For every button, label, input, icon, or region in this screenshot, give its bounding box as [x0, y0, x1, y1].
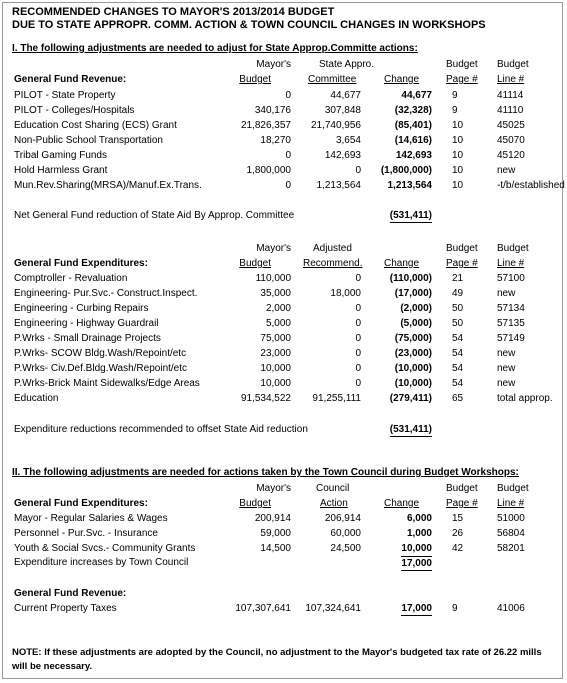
row-label: Hold Harmless Grant [14, 165, 108, 176]
col-change: Change [384, 498, 420, 509]
row-page: 54 [452, 348, 464, 359]
row-page: 54 [452, 378, 464, 389]
row-change: (75,000) [394, 333, 432, 344]
row-committee: 44,677 [330, 90, 361, 101]
row-page: 10 [452, 135, 464, 146]
row-change: (14,616) [394, 135, 432, 146]
row-page: 42 [452, 543, 464, 554]
table-row [0, 179, 567, 192]
row-committee: 142,693 [324, 150, 361, 161]
col-line-top: Budget [497, 243, 529, 254]
row-page: 21 [452, 273, 464, 284]
row-label: Engineering- Pur.Svc.- Construct.Inspect. [14, 288, 198, 299]
row-line: -t/b/established [497, 180, 565, 191]
table-row [0, 287, 567, 300]
row-council-action: 24,500 [330, 543, 361, 554]
row-change: (23,000) [394, 348, 432, 359]
col-line-bottom: Line # [497, 498, 525, 509]
row-label: Mayor - Regular Salaries & Wages [14, 513, 168, 524]
row-page: 9 [452, 105, 458, 116]
council-col-header-top [0, 482, 567, 495]
col-mayor-top: Mayor's [256, 243, 291, 254]
col-page-bottom: Page # [446, 498, 478, 509]
council-expenditure-heading: General Fund Expenditures: [14, 498, 148, 509]
table-row [0, 362, 567, 375]
row-line: 45025 [497, 120, 525, 131]
row-committee: 307,848 [324, 105, 361, 116]
col-page-top: Budget [446, 59, 478, 70]
row-change: 17,000 [401, 603, 432, 614]
row-adjusted: 0 [355, 303, 361, 314]
row-mayor-budget: 35,000 [260, 288, 291, 299]
table-row [0, 104, 567, 117]
table-row [0, 134, 567, 147]
row-change: 10,000 [401, 543, 432, 554]
expenditure-total-value: (531,411) [389, 424, 432, 435]
col-change: Change [384, 74, 420, 85]
expenditure-total-label: Expenditure reductions recommended to offset State Aid reduction [14, 424, 308, 435]
table-row [0, 302, 567, 315]
table-row [0, 317, 567, 330]
revenue-total-label: Net General Fund reduction of State Aid By Approp. Committee [14, 210, 295, 221]
row-adjusted: 0 [355, 273, 361, 284]
row-change: 44,677 [401, 90, 432, 101]
council-col-header-bottom [0, 497, 567, 510]
row-committee: 0 [355, 165, 361, 176]
col-line-bottom: Line # [497, 258, 525, 269]
council-total-value: 17,000 [401, 558, 432, 569]
row-mayor-budget: 91,534,522 [240, 393, 291, 404]
revenue-col-header-top [0, 58, 567, 71]
row-mayor-budget: 75,000 [260, 333, 291, 344]
row-mayor-budget: 107,307,641 [235, 603, 291, 614]
row-change: (2,000) [400, 303, 432, 314]
expenditure-col-header-bottom [0, 257, 567, 270]
row-change: (85,401) [394, 120, 432, 131]
table-row [0, 377, 567, 390]
table-row [0, 347, 567, 360]
col-mayor-bottom: Budget [239, 258, 271, 269]
row-mayor-budget: 340,176 [254, 105, 291, 116]
row-line: new [497, 288, 516, 299]
row-page: 10 [452, 150, 464, 161]
row-line: 45120 [497, 150, 525, 161]
row-adjusted: 0 [355, 333, 361, 344]
section-1-heading: I. The following adjustments are needed to adjust for State Approp.Committe actions: [12, 43, 418, 54]
row-mayor-budget: 1,800,000 [246, 165, 291, 176]
row-adjusted: 91,255,111 [312, 393, 361, 404]
col-line-top: Budget [497, 59, 529, 70]
row-mayor-budget: 110,000 [255, 273, 291, 284]
revenue-heading: General Fund Revenue: [14, 74, 127, 85]
row-council-action: 107,324,641 [305, 603, 361, 614]
row-label: Engineering - Curbing Repairs [14, 303, 149, 314]
row-change: 1,000 [406, 528, 432, 539]
expenditure-heading: General Fund Expenditures: [14, 258, 148, 269]
row-page: 54 [452, 363, 464, 374]
row-label: Engineering - Highway Guardrail [14, 318, 159, 329]
col-mayor-bottom: Budget [239, 498, 271, 509]
row-change: (10,000) [394, 378, 432, 389]
row-change: (32,328) [394, 105, 432, 116]
col-council-bottom: Action [320, 498, 348, 509]
table-row [0, 332, 567, 345]
row-page: 50 [452, 303, 464, 314]
row-change: 6,000 [406, 513, 432, 524]
revenue-col-header-bottom [0, 73, 567, 86]
col-adjusted-top: Adjusted [313, 243, 352, 254]
row-change: (5,000) [400, 318, 432, 329]
col-mayor-top: Mayor's [256, 59, 291, 70]
row-line: total approp. [497, 393, 553, 404]
table-row [0, 149, 567, 162]
row-line: 41006 [497, 603, 525, 614]
row-label: Personnel - Pur.Svc. - Insurance [14, 528, 158, 539]
row-line: 57100 [497, 273, 525, 284]
row-page: 50 [452, 318, 464, 329]
expenditure-total-row [0, 423, 567, 436]
row-label: P.Wrks- Civ.Def.Bldg.Wash/Repoint/etc [14, 363, 188, 374]
row-line: 51000 [497, 513, 525, 524]
row-label: Education Cost Sharing (ECS) Grant [14, 120, 177, 131]
row-page: 10 [452, 120, 464, 131]
table-row [0, 527, 567, 540]
row-label: Education [14, 393, 59, 404]
row-mayor-budget: 21,826,357 [240, 120, 291, 131]
row-line: 56804 [497, 528, 525, 539]
row-mayor-budget: 14,500 [260, 543, 291, 554]
row-mayor-budget: 200,914 [254, 513, 291, 524]
row-line: 58201 [497, 543, 525, 554]
document-title-line-2: DUE TO STATE APPROPR. COMM. ACTION & TOWN COUNCIL CHANGES IN WORKSHOPS [12, 19, 486, 31]
adjustment-note: NOTE: If these adjustments are adopted by the Council, no adjustment to the Mayor's budgeted tax rate of 26.22 mills will be necessary. [12, 647, 542, 672]
row-label: PILOT - Colleges/Hospitals [14, 105, 135, 116]
row-page: 10 [452, 165, 464, 176]
row-line: 57135 [497, 318, 525, 329]
row-mayor-budget: 23,000 [260, 348, 291, 359]
row-page: 65 [452, 393, 464, 404]
row-change: 1,213,564 [387, 180, 432, 191]
row-adjusted: 0 [355, 348, 361, 359]
row-committee: 3,654 [335, 135, 361, 146]
row-mayor-budget: 2,000 [265, 303, 291, 314]
table-row [0, 542, 567, 555]
row-line: 57149 [497, 333, 525, 344]
table-row [0, 512, 567, 525]
row-label: P.Wrks - Small Drainage Projects [14, 333, 161, 344]
row-page: 10 [452, 180, 464, 191]
row-label: PILOT - State Property [14, 90, 116, 101]
row-line: new [497, 363, 516, 374]
col-line-top: Budget [497, 483, 529, 494]
row-page: 54 [452, 333, 464, 344]
row-council-action: 60,000 [330, 528, 361, 539]
row-change: (10,000) [394, 363, 432, 374]
col-page-bottom: Page # [446, 258, 478, 269]
col-state-top: State Appro. [318, 59, 374, 70]
row-adjusted: 0 [355, 378, 361, 389]
row-page: 9 [452, 603, 458, 614]
row-change: (110,000) [389, 273, 432, 284]
council-total-row [0, 556, 567, 569]
row-line: 41114 [497, 90, 524, 101]
row-committee: 21,740,956 [310, 120, 361, 131]
row-adjusted: 0 [355, 318, 361, 329]
row-change: 142,693 [395, 150, 432, 161]
row-mayor-budget: 5,000 [265, 318, 291, 329]
council-revenue-row [0, 602, 567, 615]
row-line: new [497, 378, 516, 389]
revenue-total-row [0, 209, 567, 222]
row-change: (279,411) [389, 393, 432, 404]
row-mayor-budget: 0 [285, 180, 291, 191]
row-page: 9 [452, 90, 458, 101]
table-row [0, 164, 567, 177]
council-revenue-heading-row [0, 587, 567, 600]
row-label: Youth & Social Svcs.- Community Grants [14, 543, 196, 554]
row-mayor-budget: 0 [285, 90, 291, 101]
row-line: 57134 [497, 303, 525, 314]
row-change: (1,800,000) [380, 165, 432, 176]
table-row [0, 272, 567, 285]
row-mayor-budget: 0 [285, 150, 291, 161]
expenditure-col-header-top [0, 242, 567, 255]
table-row [0, 392, 567, 405]
row-line: 45070 [497, 135, 525, 146]
row-line: new [497, 348, 516, 359]
document-title-line-1: RECOMMENDED CHANGES TO MAYOR'S 2013/2014 BUDGET [12, 6, 335, 18]
col-council-top: Council [316, 483, 350, 494]
row-page: 49 [452, 288, 464, 299]
row-line: 41110 [497, 105, 524, 116]
col-adjusted-bottom: Recommend. [303, 258, 363, 269]
row-label: Tribal Gaming Funds [14, 150, 107, 161]
row-line: new [497, 165, 516, 176]
row-mayor-budget: 10,000 [260, 378, 291, 389]
row-adjusted: 18,000 [330, 288, 361, 299]
row-council-action: 206,914 [324, 513, 361, 524]
council-revenue-heading: General Fund Revenue: [14, 588, 127, 599]
col-page-bottom: Page # [446, 74, 478, 85]
revenue-total-value: (531,411) [389, 210, 432, 221]
row-label: P.Wrks-Brick Maint Sidewalks/Edge Areas [14, 378, 200, 389]
section-2-heading: II. The following adjustments are needed for actions taken by the Town Council during Budget Workshops: [12, 467, 519, 478]
council-total-label: Expenditure increases by Town Council [14, 557, 189, 568]
row-page: 15 [452, 513, 464, 524]
row-label: Current Property Taxes [14, 603, 117, 614]
table-row [0, 119, 567, 132]
row-mayor-budget: 59,000 [260, 528, 291, 539]
row-mayor-budget: 10,000 [260, 363, 291, 374]
row-committee: 1,213,564 [316, 180, 361, 191]
row-change: (17,000) [394, 288, 432, 299]
row-adjusted: 0 [355, 363, 361, 374]
col-mayor-bottom: Budget [239, 74, 271, 85]
row-label: Non-Public School Transportation [14, 135, 163, 146]
row-mayor-budget: 18,270 [260, 135, 291, 146]
row-label: P.Wrks- SCOW Bldg.Wash/Repoint/etc [14, 348, 187, 359]
col-change: Change [384, 258, 420, 269]
table-row [0, 89, 567, 102]
row-label: Comptroller - Revaluation [14, 273, 128, 284]
col-page-top: Budget [446, 483, 478, 494]
row-label: Mun.Rev.Sharing(MRSA)/Manuf.Ex.Trans. [14, 180, 202, 191]
row-page: 26 [452, 528, 464, 539]
col-mayor-top: Mayor's [256, 483, 291, 494]
col-state-bottom: Committee [308, 74, 357, 85]
col-line-bottom: Line # [497, 74, 525, 85]
col-page-top: Budget [446, 243, 478, 254]
